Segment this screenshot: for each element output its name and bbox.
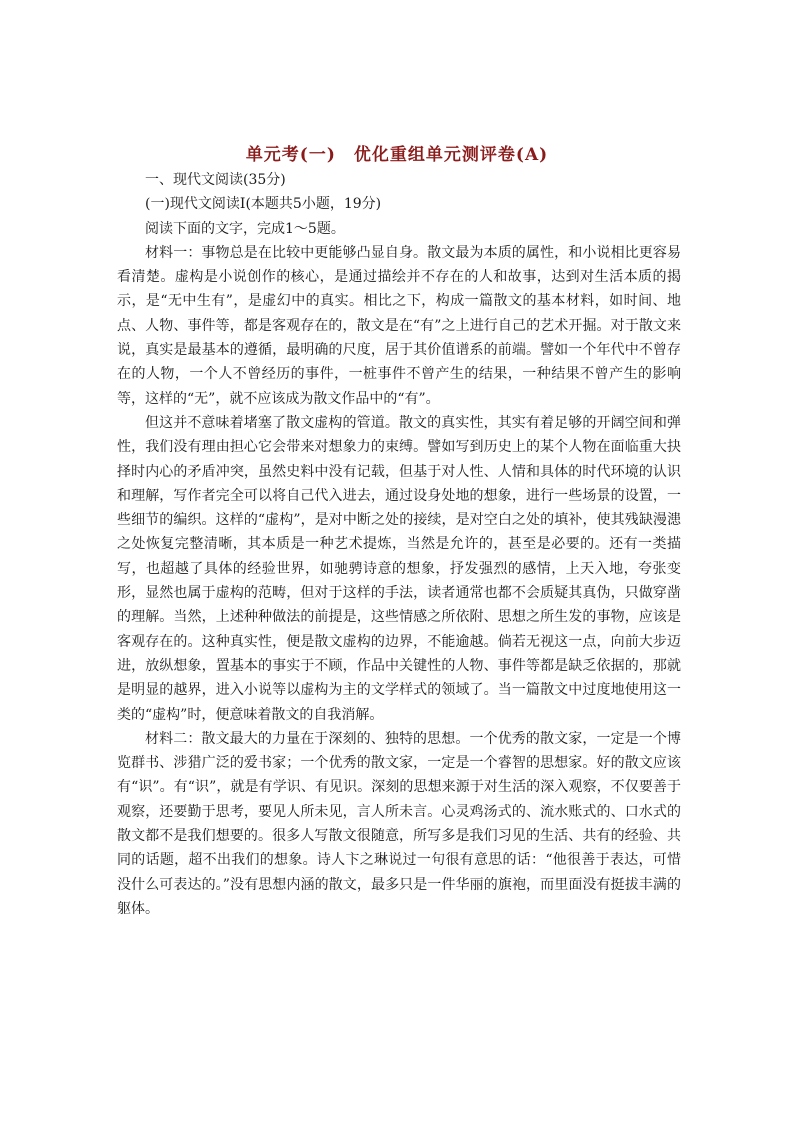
section-heading: 一、现代文阅读(35分): [145, 172, 286, 188]
document-body: [117, 168, 681, 921]
paragraph-material-two: 材料二：散文最大的力量在于深刻的、独特的思想。一个优秀的散文家，一定是一个博览群书、涉猎广泛的爱书家；一个优秀的散文家，一定是一个睿智的思想家。好的散文应该有“识”。有“识”，就是有学识、有见识。深刻的思想来源于对生活的深入观察，不仅要善于观察，还要勤于思考，要见人所未见，言人所未言。心灵鸡汤式的、流水账式的、口水式的散文都不是我们想要的。很多人写散文很随意，所写多是我们习见的生活、共有的经验、共同的话题，超不出我们的想象。诗人卞之琳说过一句很有意思的话：“他很善于表达，可惜没什么可表达的。”没有思想内涵的散文，最多只是一件华丽的旗袍，而里面没有挺拔丰满的躯体。: [117, 730, 681, 917]
paragraph-material-one: 材料一：事物总是在比较中更能够凸显自身。散文最为本质的属性，和小说相比更容易看清楚。虚构是小说创作的核心，是通过描绘并不存在的人和故事，达到对生活本质的揭示，是“无中生有”，是虚幻中的真实。相比之下，构成一篇散文的基本材料，如时间、地点、人物、事件等，都是客观存在的，散文是在“有”之上进行自己的艺术开掘。对于散文来说，真实是最基本的遵循，最明确的尺度，居于其价值谱系的前端。譬如一个年代中不曾存在的人物，一个人不曾经历的事件，一桩事件不曾产生的结果，一种结果不曾产生的影响等，这样的“无”，就不应该成为散文作品中的“有”。: [117, 244, 681, 407]
page-title: 单元考(一) 优化重组单元测评卷(A): [245, 145, 549, 165]
paragraph-fiction-boundary: 但这并不意味着堵塞了散文虚构的管道。散文的真实性，其实有着足够的开阔空间和弹性，我们没有理由担心它会带来对想象力的束缚。譬如写到历史上的某个人物在面临重大抉择时内心的矛盾冲突，虽然史料中没有记载，但基于对人性、人情和具体的时代环境的认识和理解，写作者完全可以将自己代入进去，通过设身处地的想象，进行一些场景的设置，一些细节的编织。这样的“虚构”，是对中断之处的接续，是对空白之处的填补，使其残缺漫漶之处恢复完整清晰，其本质是一种艺术提炼，当然是允许的，甚至是必要的。还有一类描写，也超越了具体的经验世界，如驰骋诗意的想象，抒发强烈的感情，上天入地，夸张变形，显然也属于虚构的范畴，但对于这样的手法，读者通常也都不会质疑其真伪，只做穿凿的理解。当然，上述种种做法的前提是，这些情感之所依附、思想之所生发的事物，应该是客观存在的。这种真实性，便是散文虚构的边界，不能逾越。倘若无视这一点，向前大步迈进，放纵想象，置基本的事实于不顾，作品中关键性的人物、事件等都是缺乏依据的，那就是明显的越界，进入小说等以虚构为主的文学样式的领域了。当一篇散文中过度地使用这一类的“虚构”时，便意味着散文的自我消解。: [117, 414, 681, 723]
reading-instruction: 阅读下面的文字，完成1～5题。: [145, 220, 345, 237]
subsection-heading: (一)现代文阅读Ⅰ(本题共5小题，19分): [145, 196, 382, 213]
